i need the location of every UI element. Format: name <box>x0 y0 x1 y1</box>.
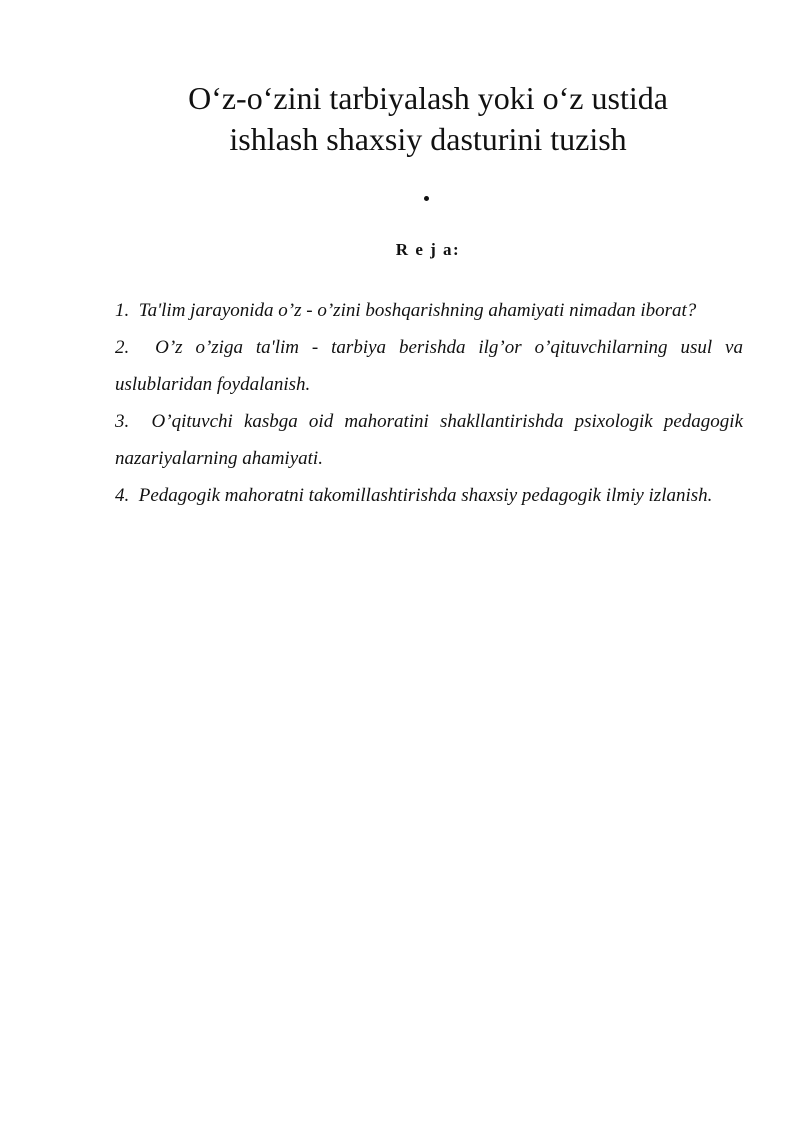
plan-heading: R e j a: <box>395 240 461 259</box>
plan-item-1 <box>115 292 743 329</box>
title-line-1: O‘z-o‘zini tarbiyalash yoki o‘z ustida <box>188 80 668 116</box>
plan-item-3 <box>115 403 743 477</box>
title-dot <box>424 196 429 201</box>
plan-item-text: O’qituvchi kasbga oid mahoratini shakllantirishda psixologik pedagogik nazariyalarning ahamiyati. <box>115 411 743 469</box>
plan-list <box>115 292 743 514</box>
plan-item-text: Pedagogik mahoratni takomillashtirishda shaxsiy pedagogik ilmiy izlanish. <box>138 485 713 506</box>
plan-item-2 <box>115 329 743 403</box>
plan-item-number: 2. <box>115 337 130 358</box>
title-line-2: ishlash shaxsiy dasturini tuzish <box>229 121 627 157</box>
document-title <box>100 78 756 160</box>
plan-item-text: O’z o’ziga ta'lim - tarbiya berishda ilg’or o’qituvchilarning usul va uslublaridan foydalanish. <box>115 337 743 395</box>
plan-item-text: Ta'lim jarayonida o’z - o’zini boshqarishning ahamiyati nimadan iborat? <box>138 300 697 321</box>
plan-item-4 <box>115 477 743 514</box>
plan-item-number: 4. <box>115 485 130 506</box>
plan-item-number: 3. <box>115 411 130 432</box>
plan-item-number: 1. <box>115 300 130 321</box>
